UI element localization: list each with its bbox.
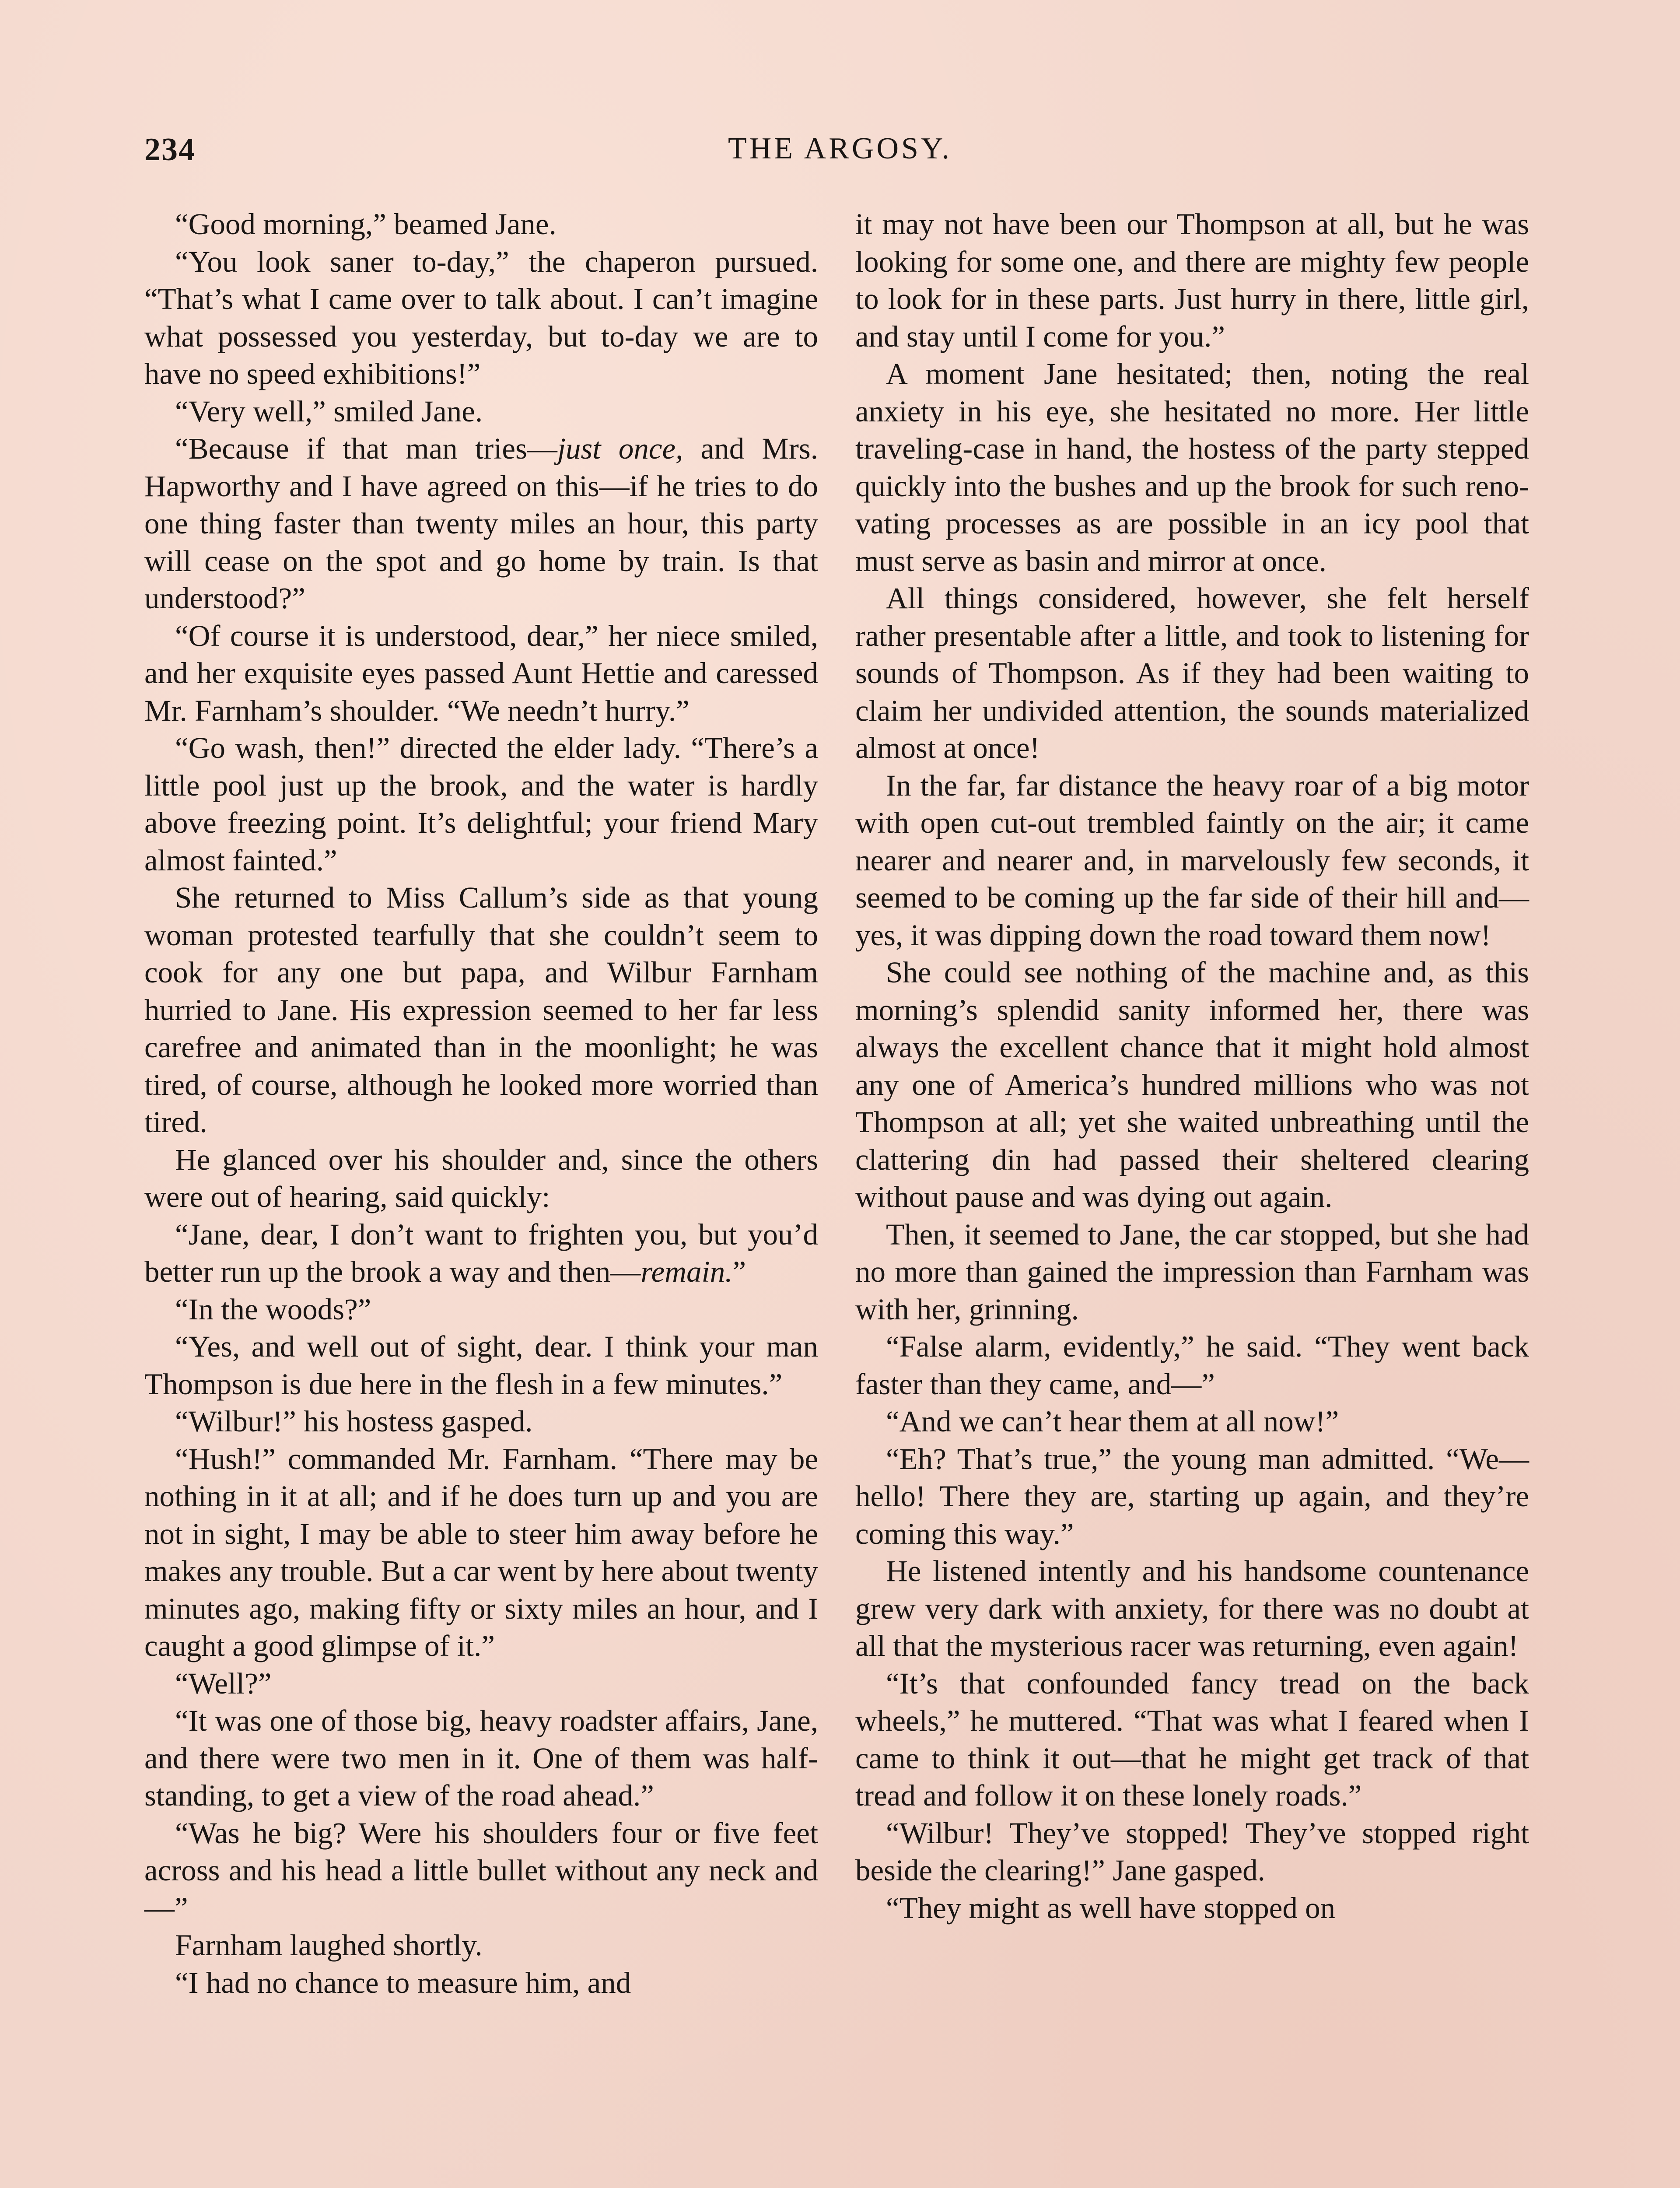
- paragraph: [855, 1815, 1529, 1890]
- paragraph: [144, 1702, 818, 1815]
- paragraph-text: “Wilbur! They’ve stopped! They’ve stopped right beside the clearing!” Jane gasped.: [855, 1816, 1529, 1887]
- paragraph-text: A moment Jane hesitated; then, noting the real anxiety in his eye, she hesitated no more. Her little traveling-case in hand, the hostess of the party stepped quickly into the bushes and up the brook for such renovating processes as are possible in an icy pool that must serve as basin and mirror at once.: [855, 357, 1529, 578]
- paragraph-text: “In the woods?”: [175, 1292, 371, 1326]
- paragraph: [144, 206, 818, 243]
- paragraph: [855, 767, 1529, 954]
- paragraph: [855, 1328, 1529, 1403]
- paragraph: [855, 1665, 1529, 1815]
- paragraph: [855, 580, 1529, 767]
- paragraph: [144, 1403, 818, 1441]
- paragraph-text: “Good morning,” beamed Jane.: [175, 207, 556, 241]
- page-number: 234: [144, 132, 196, 168]
- page-header: [144, 131, 1536, 179]
- paragraph: [144, 1291, 818, 1329]
- paragraph-text: He glanced over his shoulder and, since the others were out of hearing, said quickly:: [144, 1143, 818, 1213]
- paragraph: [855, 954, 1529, 1216]
- paragraph: [144, 617, 818, 730]
- paragraph: [144, 879, 818, 1141]
- paragraph-text: “Very well,” smiled Jane.: [175, 394, 483, 428]
- paragraph-text: “False alarm, evidently,” he said. “They went back faster than they came, and—”: [855, 1330, 1529, 1401]
- paragraph-text-continued: and Mrs. Hapworthy and I have agreed on this—if he tries to do one thing faster than twenty miles an hour, this party will cease on the spot and go home by train. Is that understood?”: [144, 432, 818, 615]
- paragraph-text: “Of course it is understood, dear,” her niece smiled, and her exquisite eyes passed Aunt Hettie and caressed Mr. Farnham’s shoulder. “We needn’t hurry.”: [144, 619, 818, 727]
- paragraph-text: “Eh? That’s true,” the young man admitted. “We—hello! There they are, starting up again, and they’re coming this way.”: [855, 1442, 1529, 1550]
- paragraph-text: “They might as well have stopped on: [886, 1891, 1336, 1925]
- paragraph-text: “I had no chance to measure him, and: [175, 1966, 631, 1999]
- paragraph: [144, 393, 818, 431]
- paragraph-text: “Jane, dear, I don’t want to frighten you, but you’d better run up the brook a way and then—: [144, 1217, 818, 1288]
- paragraph-text: “Wilbur!” his hostess gasped.: [175, 1405, 533, 1438]
- paragraph: [855, 1553, 1529, 1665]
- paragraph-text: She could see nothing of the machine and, as this morning’s splendid sanity informed her, there was always the excellent chance that it might hold almost any one of America’s hundred millions who was not Thompson at all; yet she waited unbreathing until the clattering din had passed their sheltered clearing without pause and was dying out again.: [855, 956, 1529, 1213]
- emphasized-text: remain.: [640, 1255, 733, 1288]
- paragraph-text: She returned to Miss Callum’s side as that young woman protested tearfully that she couldn’t seem to cook for any one but papa, and Wilbur Farnham hurried to Jane. His expression seemed to her far less carefree and animated than in the moonlight; he was tired, of course, although he looked more worried than tired.: [144, 881, 818, 1139]
- paragraph: [144, 1964, 818, 2002]
- right-text-column: [855, 206, 1529, 1927]
- paragraph: [144, 430, 818, 617]
- paragraph-text: “Go wash, then!” directed the elder lady. “There’s a little pool just up the brook, and the water is hardly above freezing point. It’s delightful; your friend Mary almost fainted.”: [144, 731, 818, 877]
- paragraph: [144, 1441, 818, 1665]
- paragraph-text: Then, it seemed to Jane, the car stopped, but she had no more than gained the impression than Farnham was with her, grinning.: [855, 1217, 1529, 1326]
- paragraph-text: “Was he big? Were his shoulders four or five feet across and his head a little bullet without any neck and—”: [144, 1816, 818, 1925]
- paragraph: [855, 1890, 1529, 1927]
- paragraph: [144, 1141, 818, 1216]
- paragraph-text: All things considered, however, she felt herself rather presentable after a little, and took to listening for sounds of Thompson. As if they had been waiting to claim her undivided attention, the sounds materialized almost at once!: [855, 582, 1529, 764]
- paragraph-text: “Because if that man tries—: [175, 432, 557, 465]
- paragraph-text: Farnham laughed shortly.: [175, 1929, 483, 1962]
- paragraph: [855, 1403, 1529, 1441]
- paragraph: [144, 1815, 818, 1927]
- paragraph-text: “It’s that confounded fancy tread on the back wheels,” he muttered. “That was what I feared when I came to think it out—that he might get track of that tread and follow it on these lonely roads.”: [855, 1666, 1529, 1812]
- running-title: THE ARGOSY.: [728, 132, 952, 165]
- paragraph-text: “And we can’t hear them at all now!”: [886, 1405, 1339, 1438]
- paragraph-text: “Hush!” commanded Mr. Farnham. “There may be nothing in it at all; and if he does turn up and you are not in sight, I may be able to steer him away before he makes any trouble. But a car went by here about twenty minutes ago, making fifty or sixty miles an hour, and I caught a good glimpse of it.”: [144, 1442, 818, 1662]
- paragraph-text-continued: ”: [732, 1255, 746, 1288]
- paragraph: [144, 1927, 818, 1964]
- paragraph-text: it may not have been our Thompson at all, but he was looking for some one, and there are mighty few people to look for in these parts. Just hurry in there, little girl, and stay until I come for you.”: [855, 207, 1529, 353]
- paragraph: [144, 1665, 818, 1703]
- paragraph: [144, 1328, 818, 1403]
- paragraph-text: “You look saner to-day,” the chaperon pursued. “That’s what I came over to talk about. I can’t imagine what possessed you yesterday, but to-day we are to have no speed exhibitions!”: [144, 245, 818, 390]
- paragraph: [855, 1441, 1529, 1553]
- paragraph-text: He listened intently and his handsome countenance grew very dark with anxiety, for there was no doubt at all that the mysterious racer was returning, even again!: [855, 1554, 1529, 1662]
- paragraph: [144, 243, 818, 393]
- paragraph-text: In the far, far distance the heavy roar of a big motor with open cut-out trembled faintly on the air; it came nearer and nearer and, in marvelously few seconds, it seemed to be coming up the far side of their hill and—yes, it was dipping down the road toward them now!: [855, 768, 1529, 952]
- paragraph: [144, 1216, 818, 1291]
- paragraph-text: “It was one of those big, heavy roadster affairs, Jane, and there were two men in it. One of them was half-standing, to get a view of the road ahead.”: [144, 1704, 818, 1812]
- paragraph: [855, 206, 1529, 355]
- paragraph: [855, 355, 1529, 580]
- left-text-column: [144, 206, 818, 2002]
- paragraph-text: “Well?”: [175, 1666, 272, 1700]
- paragraph: [855, 1216, 1529, 1329]
- paragraph: [144, 729, 818, 879]
- paragraph-text: “Yes, and well out of sight, dear. I think your man Thompson is due here in the flesh in a few minutes.”: [144, 1330, 818, 1401]
- emphasized-text: just once,: [557, 432, 683, 465]
